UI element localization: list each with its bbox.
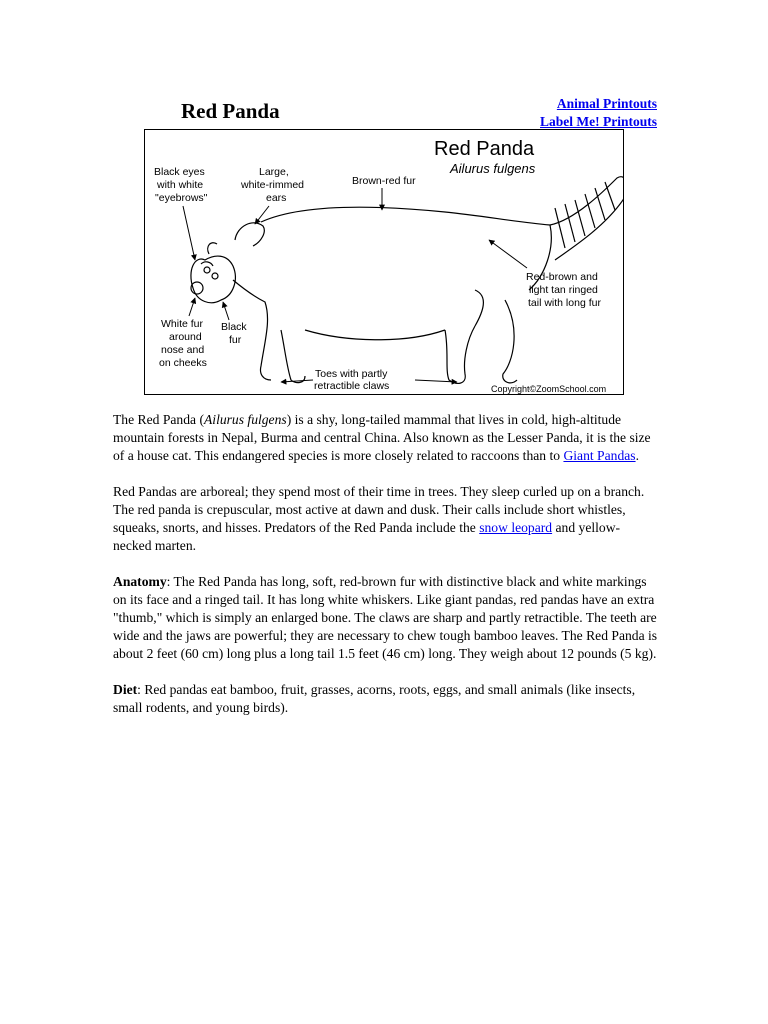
red-panda-diagram: [144, 129, 624, 395]
article-body: [113, 411, 658, 735]
diagram-subtitle: Ailurus fulgens: [450, 161, 536, 176]
scientific-name: Ailurus fulgens: [203, 412, 287, 427]
page-title: Red Panda: [181, 99, 280, 123]
label-ears: Large, white-rimmed ears: [241, 166, 305, 204]
red-panda-illustration: [145, 130, 623, 394]
label-tail: Red-brown and light tan ringed tail with long fur: [526, 271, 601, 309]
paragraph-diet: Diet: Red pandas eat bamboo, fruit, grasses, acorns, roots, eggs, and small animals (like insects, small rodents, and young birds).: [113, 682, 636, 715]
label-black-fur: Black fur: [221, 321, 247, 346]
diagram-copyright: Copyright©ZoomSchool.com: [491, 384, 607, 394]
diagram-title: Red Panda: [434, 138, 535, 160]
animal-printouts-link[interactable]: Animal Printouts: [556, 96, 657, 111]
anatomy-heading: Anatomy: [113, 574, 167, 589]
label-fur: Brown-red fur: [352, 175, 416, 187]
diet-heading: Diet: [113, 682, 138, 697]
label-nose: White fur around nose and on cheeks: [159, 318, 207, 369]
label-me-printouts-link[interactable]: Label Me! Printouts: [540, 114, 657, 129]
paragraph-anatomy: Anatomy: The Red Panda has long, soft, red-brown fur with distinctive black and white markings on its face and a ringed tail. It has long white whiskers. Like giant pandas, red pandas have an extra "thumb," which is simply an enlarged bone. The claws are sharp and partly retractible. The teeth are wide and the jaws are powerful; they are necessary to chew tough bamboo leaves. The Red Panda is about 2 feet (60 cm) long plus a long tail 1.5 feet (46 cm) long. They weigh about 12 pounds (5 kg).: [113, 574, 658, 661]
snow-leopard-link[interactable]: snow leopard: [479, 520, 553, 535]
label-eyes: Black eyes with white "eyebrows": [154, 166, 208, 204]
paragraph-intro: The Red Panda (Ailurus fulgens) is a shy, long-tailed mammal that lives in cold, high-altitude mountain forests in Nepal, Burma and central China. Also known as the Lesser Panda, it is the size of a house cat. This endangered species is more closely related to raccoons than to Giant Pandas.: [113, 412, 651, 463]
giant-pandas-link[interactable]: Giant Pandas: [563, 448, 636, 463]
top-links: [540, 95, 657, 131]
label-toes: Toes with partly retractible claws: [314, 368, 390, 392]
paragraph-behavior: Red Pandas are arboreal; they spend most of their time in trees. They sleep curled up on a branch. The red panda is crepuscular, most active at dawn and dusk. Their calls include short whistles, squeaks, snorts, and hisses. Predators of the Red Panda include the snow leopard and yellow-necked marten.: [113, 484, 645, 553]
